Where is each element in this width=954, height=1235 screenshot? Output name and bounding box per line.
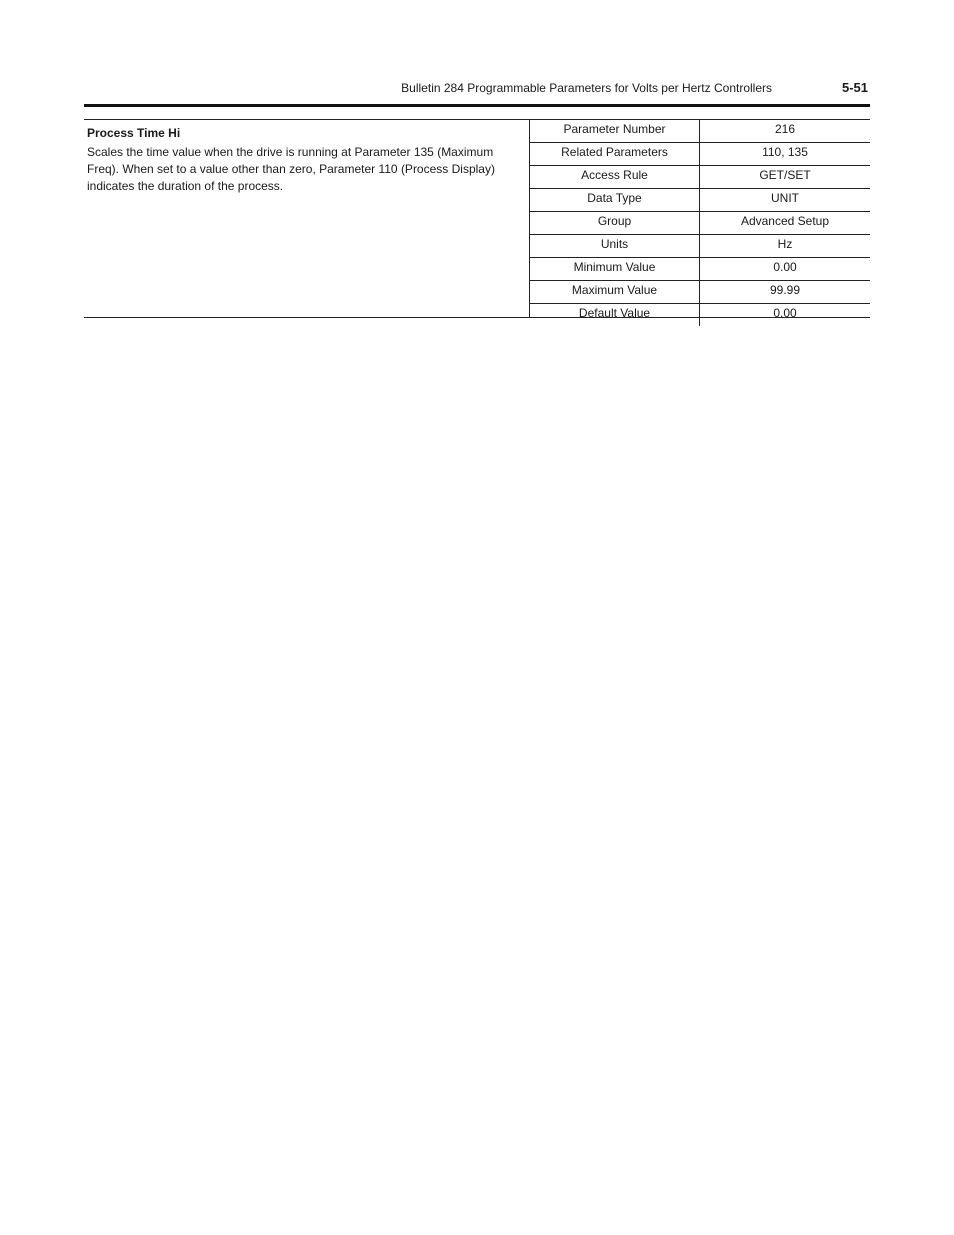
table-row xyxy=(530,120,870,143)
parameter-properties-table xyxy=(530,120,870,326)
property-value: 216 xyxy=(700,120,871,143)
page-header xyxy=(84,78,870,107)
property-value: GET/SET xyxy=(700,166,871,189)
parameter-description: Scales the time value when the drive is running at Parameter 135 (Maximum Freq). When set to a value other than zero, Parameter 110 (Process Display) indicates the duration of the process. xyxy=(87,145,495,193)
table-row xyxy=(530,258,870,281)
property-value: 0.00 xyxy=(700,258,871,281)
property-value: Advanced Setup xyxy=(700,212,871,235)
property-label: Units xyxy=(530,235,700,258)
document-title: Bulletin 284 Programmable Parameters for Volts per Hertz Controllers xyxy=(401,81,772,95)
property-label: Minimum Value xyxy=(530,258,700,281)
table-row xyxy=(530,166,870,189)
table-row xyxy=(530,212,870,235)
property-label: Maximum Value xyxy=(530,281,700,304)
property-label: Data Type xyxy=(530,189,700,212)
property-value: 0.00 xyxy=(773,306,797,320)
property-value: UNIT xyxy=(700,189,871,212)
property-label: Default Value xyxy=(530,304,700,327)
parameter-description-cell xyxy=(84,120,530,317)
property-label: Related Parameters xyxy=(530,143,700,166)
property-value: 110, 135 xyxy=(700,143,871,166)
table-row xyxy=(530,304,870,327)
table-row xyxy=(530,189,870,212)
property-label: Group xyxy=(530,212,700,235)
property-value: Hz xyxy=(700,235,871,258)
property-label: Parameter Number xyxy=(530,120,700,143)
parameter-name: Process Time Hi xyxy=(87,126,181,140)
parameter-block xyxy=(84,119,870,318)
page-number: 5-51 xyxy=(841,80,868,95)
table-row xyxy=(530,235,870,258)
property-label: Access Rule xyxy=(530,166,700,189)
table-row xyxy=(530,281,870,304)
table-row xyxy=(530,143,870,166)
property-value: 99.99 xyxy=(700,281,871,304)
